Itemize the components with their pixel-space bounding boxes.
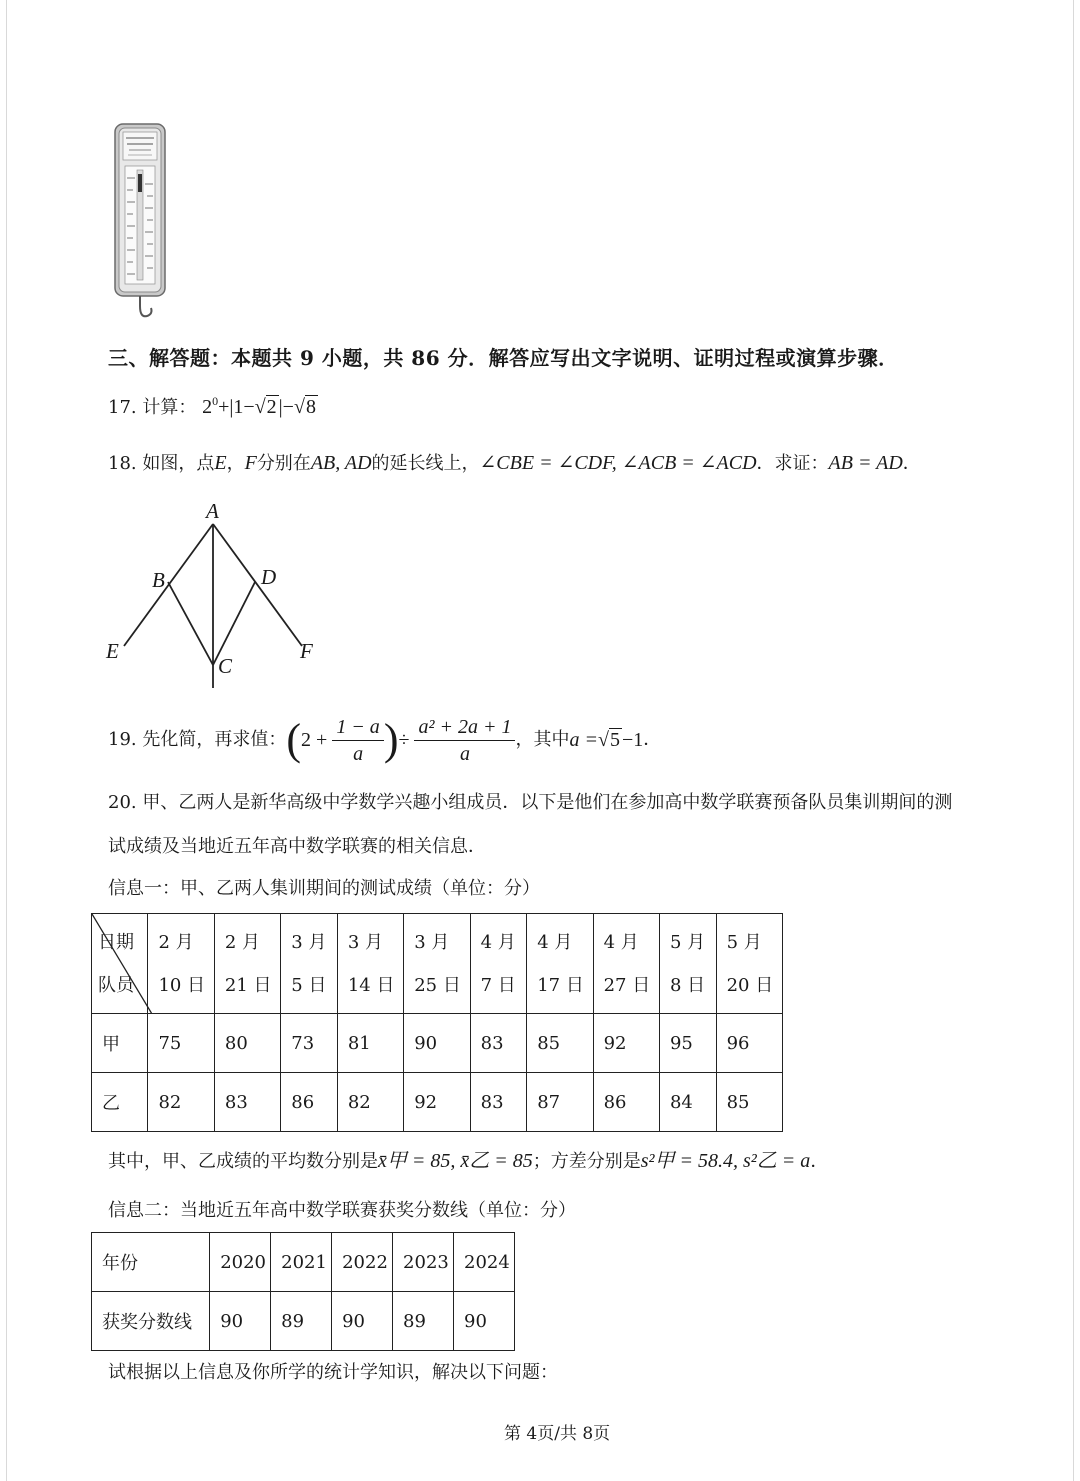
table-row [92,1292,515,1351]
score-cell: 86 [593,1073,659,1132]
score-cell: 92 [404,1073,470,1132]
stats-line: 其中，甲、乙成绩的平均数分别是x̄甲 = 85, x̄乙 = 85；方差分别是s²甲 = 58.4, s²乙 = a． [108,1150,829,1172]
question-prompt: 计算： [142,397,197,418]
q19-expression: ( 2 + $\frac{1 - a}{a}$ ) ÷ $\frac{\text{a² + 2a + 1}}{a}$ [286,714,515,767]
point-D-label: D [261,565,277,589]
table-row [92,1233,515,1292]
table-row [92,1014,783,1073]
question-20-line1: 20. 甲、乙两人是新华高级中学数学兴趣小组成员．以下是他们在参加高中数学联赛预备队员集训期间的测 [108,792,953,813]
year-cell: 2022 [332,1233,393,1292]
year-cell: 2021 [271,1233,332,1292]
q18-figure [102,498,332,693]
question-number: 17. [108,397,137,418]
player-name: 甲 [92,1014,148,1073]
variance-values: s²甲 = 58.4, s²乙 = a [640,1150,811,1172]
player-name: 乙 [92,1073,148,1132]
table-row [92,1073,783,1132]
section-heading: 三、解答题：本题共 9 小题，共 86 分．解答应写出文字说明、证明过程或演算步骤． [108,346,899,370]
exam-page [6,0,1074,1481]
score-cell: 83 [214,1073,280,1132]
point-C-label: C [218,654,233,678]
score-table [91,913,783,1132]
question-number: 18. [108,453,137,474]
year-label: 年份 [92,1233,210,1292]
score-cell: 86 [281,1073,338,1132]
q17-expression: $2^0+|1-√2$ |−√8 [202,394,316,418]
date-header: 3 月 14 日 [337,914,403,1014]
date-header: 5 月 20 日 [716,914,782,1014]
info2-title: 信息二：当地近五年高中数学联赛获奖分数线（单位：分） [108,1200,576,1221]
score-cell: 92 [593,1014,659,1073]
date-header: 2 月 21 日 [214,914,280,1014]
threshold-table [91,1232,515,1351]
point-B-label: B [152,568,165,592]
date-header: 4 月 7 日 [470,914,527,1014]
year-cell: 2024 [454,1233,515,1292]
year-cell: 2020 [210,1233,271,1292]
question-18: 18. 如图，点E，F分别在AB, AD的延长线上，∠CBE = ∠CDF, ∠ACB = ∠ACD．求证：AB = AD． [108,452,921,474]
point-F-label: F [300,639,313,663]
score-cell: 85 [716,1073,782,1132]
score-cell: 84 [659,1073,716,1132]
corner-cell: 日期 队员 [92,914,148,1014]
score-cell: 90 [404,1014,470,1073]
score-cell: 85 [527,1014,593,1073]
question-number: 19. [108,729,137,750]
page-footer: 第 4页/共 8页 [504,1424,611,1444]
year-cell: 2023 [393,1233,454,1292]
threshold-label: 获奖分数线 [92,1292,210,1351]
spring-scale-image [107,118,175,328]
score-cell: 82 [337,1073,403,1132]
score-cell: 75 [148,1014,214,1073]
score-cell: 87 [527,1073,593,1132]
date-header: 3 月 5 日 [281,914,338,1014]
date-header: 4 月 17 日 [527,914,593,1014]
date-header: 5 月 8 日 [659,914,716,1014]
score-cell: 81 [337,1014,403,1073]
point-E-label: E [106,639,119,663]
threshold-cell: 90 [454,1292,515,1351]
mean-values: x̄甲 = 85, x̄乙 = 85 [378,1150,533,1172]
score-cell: 83 [470,1073,527,1132]
question-20-line2: 试成绩及当地近五年高中数学联赛的相关信息． [108,836,486,857]
score-cell: 80 [214,1014,280,1073]
threshold-cell: 90 [210,1292,271,1351]
date-header: 4 月 27 日 [593,914,659,1014]
point-A-label: A [206,499,219,523]
date-header: 3 月 25 日 [404,914,470,1014]
question-17 [108,394,318,422]
date-header: 2 月 10 日 [148,914,214,1014]
question-19: 19. 先化简，再求值： ( 2 + $\frac{1 - a}{a}$ ) ÷ $\frac{\text{a² + 2a + 1}}{a}$ ，其中 a =√5 −1 ． [108,715,662,765]
score-cell: 83 [470,1014,527,1073]
q19-condition: a =√5 −1 [569,729,644,751]
threshold-cell: 90 [332,1292,393,1351]
score-cell: 95 [659,1014,716,1073]
closing-instruction: 试根据以上信息及你所学的统计学知识，解决以下问题： [108,1362,558,1383]
threshold-cell: 89 [271,1292,332,1351]
question-prompt: 先化简，再求值： [142,729,287,750]
score-cell: 82 [148,1073,214,1132]
question-number: 20. [108,792,137,813]
threshold-cell: 89 [393,1292,454,1351]
info1-title: 信息一：甲、乙两人集训期间的测试成绩（单位：分） [108,878,540,899]
score-cell: 73 [281,1014,338,1073]
score-cell: 96 [716,1014,782,1073]
